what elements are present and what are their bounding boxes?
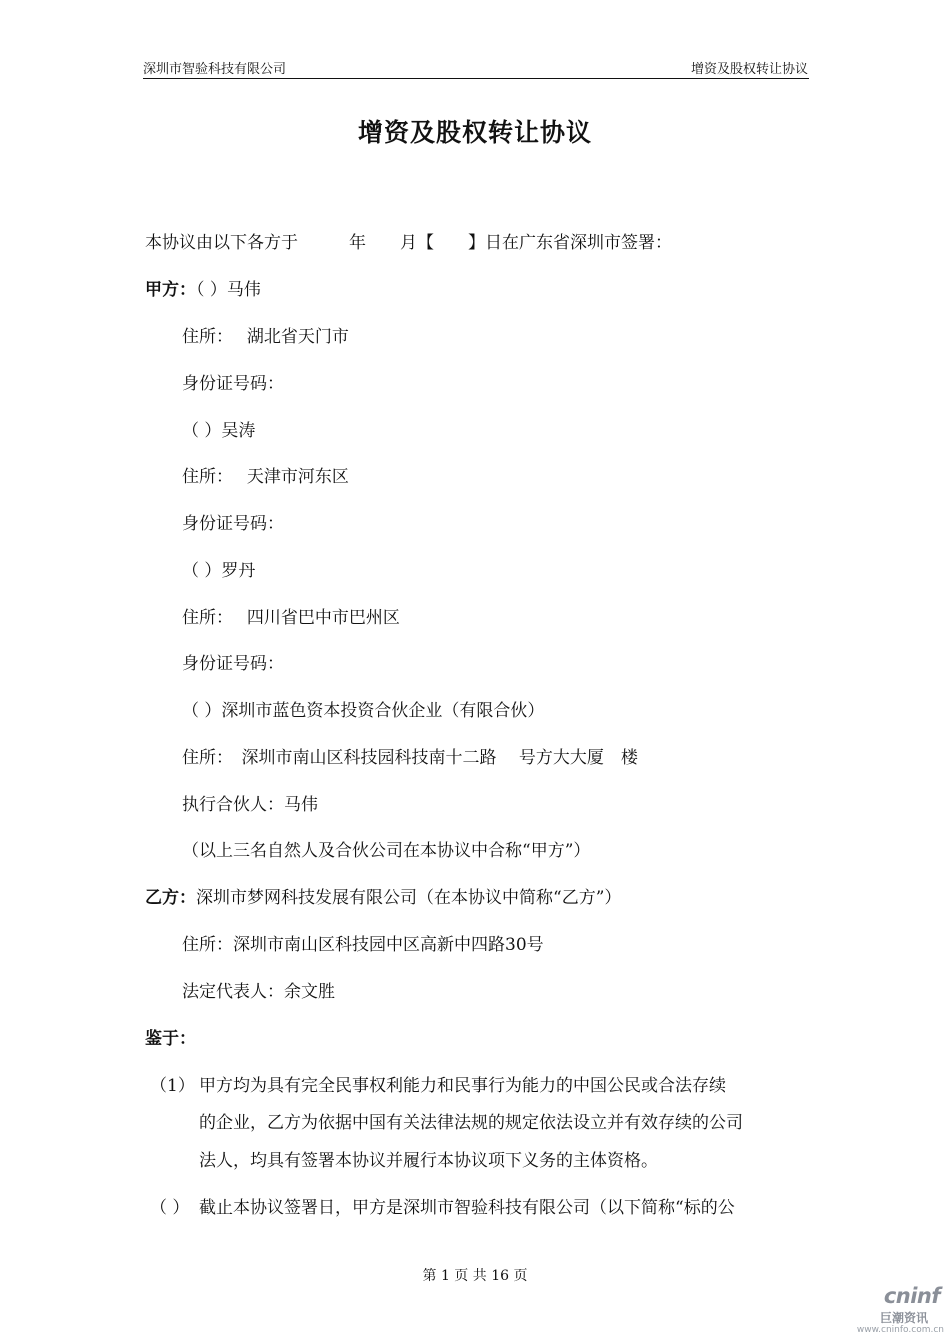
whereas-item1-number: （1） [150, 1076, 195, 1096]
header-rule [143, 78, 809, 79]
party-a2-id: 身份证号码： [182, 514, 284, 534]
cninfo-url: www.cninfo.com.cn [856, 1325, 944, 1335]
party-a2-address: 住所： 天津市河东区 [182, 467, 349, 487]
party-a-line [145, 277, 261, 303]
header-company: 深圳市智验科技有限公司 [143, 62, 287, 77]
party-a1-id: 身份证号码： [182, 374, 284, 394]
party-a-first: （ ）马伟 [196, 280, 261, 300]
document-title: 增资及股权转让协议 [357, 118, 592, 147]
party-b-address: 住所：深圳市南山区科技园中区高新中四路30号 [182, 935, 544, 955]
party-b-representative: 法定代表人：余文胜 [182, 982, 335, 1002]
party-a-note: （以上三名自然人及合伙公司在本协议中合称“甲方”） [182, 841, 591, 861]
party-a-label: 甲方： [145, 280, 196, 300]
cninfo-subtitle: 巨潮资讯 [879, 1311, 928, 1325]
cninfo-logo: cninf [883, 1284, 940, 1308]
preamble: 本协议由以下各方于 年 月【 】日在广东省深圳市签署： [145, 233, 672, 253]
whereas-item1-line2: 的企业，乙方为依据中国有关法律法规的规定依法设立并有效存续的公司 [199, 1113, 743, 1133]
party-b-line [145, 885, 621, 911]
party-a2-name: （ ）吴涛 [182, 421, 256, 441]
party-a1-address: 住所： 湖北省天门市 [182, 327, 349, 347]
party-a3-id: 身份证号码： [182, 654, 284, 674]
party-a3-address: 住所： 四川省巴中市巴州区 [182, 608, 400, 628]
party-a-partnership: （ ）深圳市蓝色资本投资合伙企业（有限合伙） [182, 701, 545, 721]
page-footer: 第 1 页 共 16 页 [422, 1268, 528, 1284]
party-b-label: 乙方： [145, 888, 196, 908]
party-b-text: 深圳市梦网科技发展有限公司（在本协议中简称“乙方”） [196, 888, 622, 908]
whereas-item1-line1: 甲方均为具有完全民事权利能力和民事行为能力的中国公民或合法存续 [199, 1076, 726, 1096]
party-a-partnership-address: 住所： 深圳市南山区科技园科技南十二路 号方大大厦 楼 [182, 748, 638, 768]
party-a3-name: （ ）罗丹 [182, 561, 256, 581]
whereas-item2-number: （ ） [150, 1198, 190, 1218]
whereas-item2-line1: 截止本协议签署日，甲方是深圳市智验科技有限公司（以下简称“标的公 [199, 1198, 735, 1218]
cninfo-watermark [855, 1282, 950, 1344]
whereas-label: 鉴于： [145, 1029, 196, 1049]
party-a-partner: 执行合伙人：马伟 [182, 795, 318, 815]
whereas-item1-line3: 法人，均具有签署本协议并履行本协议项下义务的主体资格。 [199, 1151, 658, 1171]
header-doc-name: 增资及股权转让协议 [690, 62, 808, 77]
